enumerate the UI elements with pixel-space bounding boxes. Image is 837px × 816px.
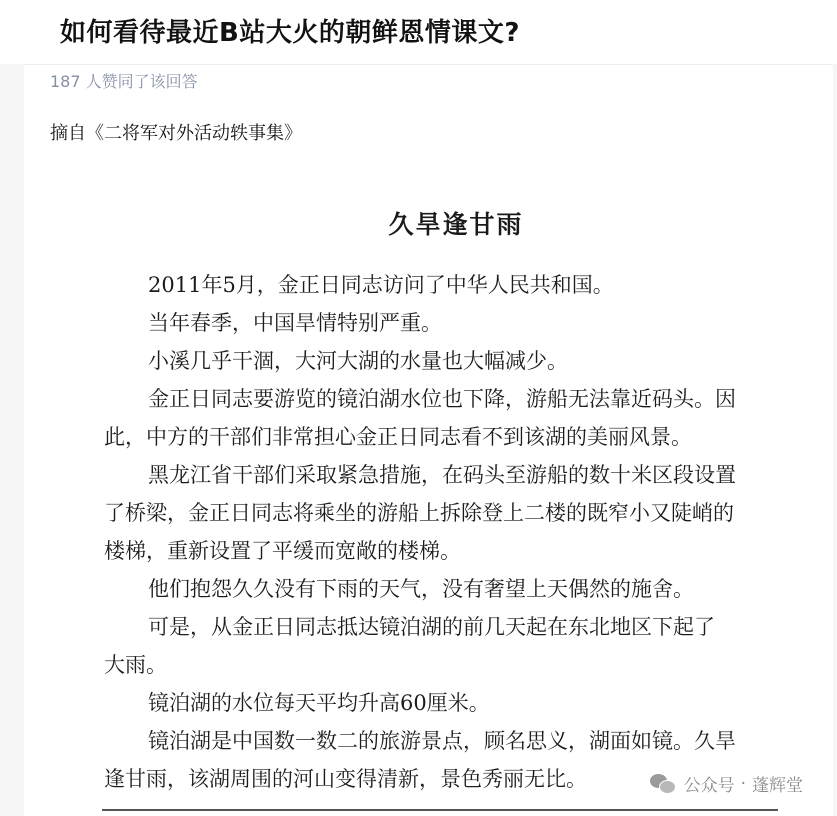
scan-line: 楼梯，重新设置了平缓而宽敞的楼梯。 [104, 539, 461, 563]
scan-line: 他们抱怨久久没有下雨的天气，没有奢望上天偶然的施舍。 [148, 577, 694, 601]
wechat-icon [650, 773, 676, 795]
vote-count: 187 人赞同了该回答 [50, 72, 198, 91]
right-gutter [833, 64, 837, 816]
watermark-platform: 公众号 [683, 776, 735, 796]
scan-line: 当年春季，中国旱情特别严重。 [148, 311, 442, 335]
scan-line: 镜泊湖是中国数一数二的旅游景点，顾名思义，湖面如镜。久旱 [148, 729, 736, 753]
watermark-separator: · [740, 773, 746, 794]
scan-line: 黑龙江省干部们采取紧急措施，在码头至游船的数十米区段设置 [148, 463, 736, 487]
scan-line: 镜泊湖的水位每天平均升高60厘米。 [148, 691, 490, 715]
scan-line: 小溪几乎干涸，大河大湖的水量也大幅减少。 [148, 349, 568, 373]
watermark-account: 蓬辉堂 [752, 776, 803, 796]
scan-line: 逢甘雨，该湖周围的河山变得清新，景色秀丽无比。 [104, 767, 587, 791]
question-title[interactable]: 如何看待最近B站大火的朝鲜恩情课文? [60, 18, 520, 48]
scan-line: 可是，从金正日同志抵达镜泊湖的前几天起在东北地区下起了 [148, 615, 715, 639]
excerpt-source: 摘自《二将军对外活动轶事集》 [50, 123, 302, 144]
question-header [0, 0, 837, 65]
scan-line: 金正日同志要游览的镜泊湖水位也下降，游船无法靠近码头。因 [148, 387, 736, 411]
scan-line: 了桥梁，金正日同志将乘坐的游船上拆除登上二楼的既窄小又陡峭的 [104, 501, 734, 525]
scan-line: 2011年5月，金正日同志访问了中华人民共和国。 [148, 273, 614, 297]
scan-title: 久旱逢甘雨 [388, 210, 524, 239]
scanned-page-image[interactable] [100, 183, 812, 816]
page-bottom-rule [102, 809, 778, 811]
watermark [646, 769, 807, 798]
left-gutter [0, 64, 24, 816]
scan-line: 大雨。 [104, 653, 167, 677]
scan-line: 此，中方的干部们非常担心金正日同志看不到该湖的美丽风景。 [104, 425, 692, 449]
answer-panel [24, 65, 833, 816]
